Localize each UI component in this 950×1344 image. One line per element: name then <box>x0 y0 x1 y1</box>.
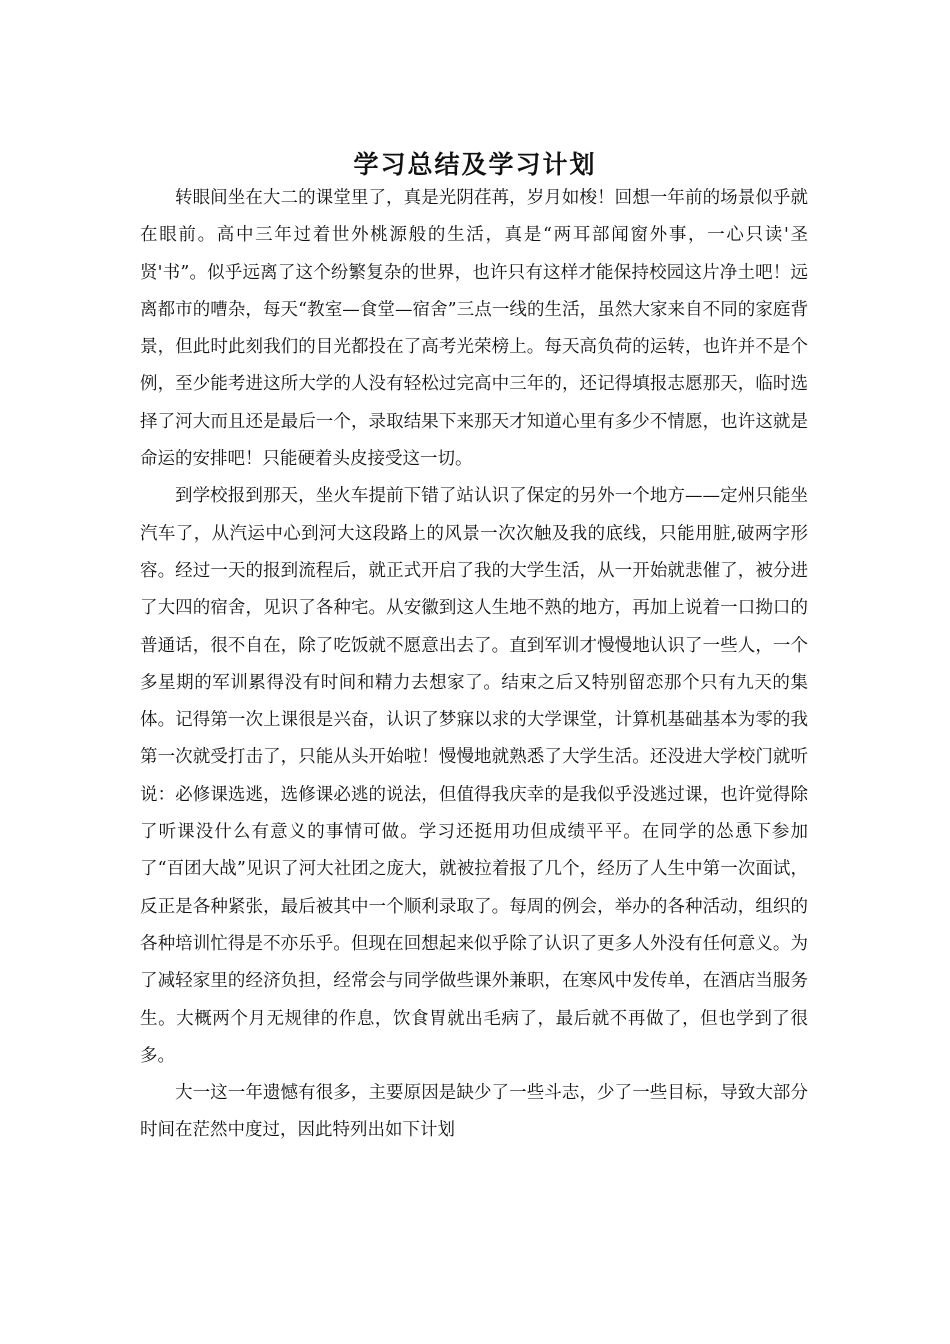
paragraph-3: 大一这一年遗憾有很多，主要原因是缺少了一些斗志，少了一些目标，导致大部分时间在茫然中度过，因此特列出如下计划 <box>140 1083 808 1141</box>
paragraph-1: 转眼间坐在大二的课堂里了，真是光阴荏苒，岁月如梭！回想一年前的场景似乎就在眼前。高中三年过着世外桃源般的生活，真是“两耳部闻窗外事，一心只读'圣贤'书”。似乎远离了这个纷繁复杂的世界，也许只有这样才能保持校园这片净土吧！远离都市的嘈杂，每天“教室—食堂—宿舍”三点一线的生活，虽然大家来自不同的家庭背景，但此时此刻我们的目光都投在了高考光荣榜上。每天高负荷的运转，也许并不是个例，至少能考进这所大学的人没有轻松过完高中三年的，还记得填报志愿那天，临时选择了河大而且还是最后一个，录取结果下来那天才知道心里有多少不情愿，也许这就是命运的安排吧！只能硬着头皮接受这一切。 <box>140 188 808 470</box>
paragraph-2: 到学校报到那天，坐火车提前下错了站认识了保定的另外一个地方——定州只能坐汽车了，从汽运中心到河大这段路上的风景一次次触及我的底线，只能用脏,破两字形容。经过一天的报到流程后，就正式开启了我的大学生活，从一开始就悲催了，被分进了大四的宿舍，见识了各种宅。从安徽到这人生地不熟的地方，再加上说着一口拗口的普通话，很不自在，除了吃饭就不愿意出去了。直到军训才慢慢地认识了一些人，一个多星期的军训累得没有时间和精力去想家了。结束之后又特别留恋那个只有九天的集体。记得第一次上课很是兴奋，认识了梦寐以求的大学课堂，计算机基础基本为零的我第一次就受打击了，只能从头开始啦！慢慢地就熟悉了大学生活。还没进大学校门就听说：必修课选逃，选修课必逃的说法，但值得我庆幸的是我似乎没逃过课，也许觉得除了听课没什么有意义的事情可做。学习还挺用功但成绩平平。在同学的怂恿下参加了“百团大战”见识了河大社团之庞大，就被拉着报了几个，经历了人生中第一次面试，反正是各种紧张，最后被其中一个顺利录取了。每周的例会，举办的各种活动，组织的各种培训忙得是不亦乐乎。但现在回想起来似乎除了认识了更多人外没有任何意义。为了减轻家里的经济负担，经常会与同学做些课外兼职，在寒风中发传单，在酒店当服务生。大概两个月无规律的作息，饮食胃就出毛病了，最后就不再做了，但也学到了很多。 <box>140 486 808 1066</box>
document-body <box>140 180 808 1150</box>
document-title: 学习总结及学习计划 <box>353 149 597 179</box>
